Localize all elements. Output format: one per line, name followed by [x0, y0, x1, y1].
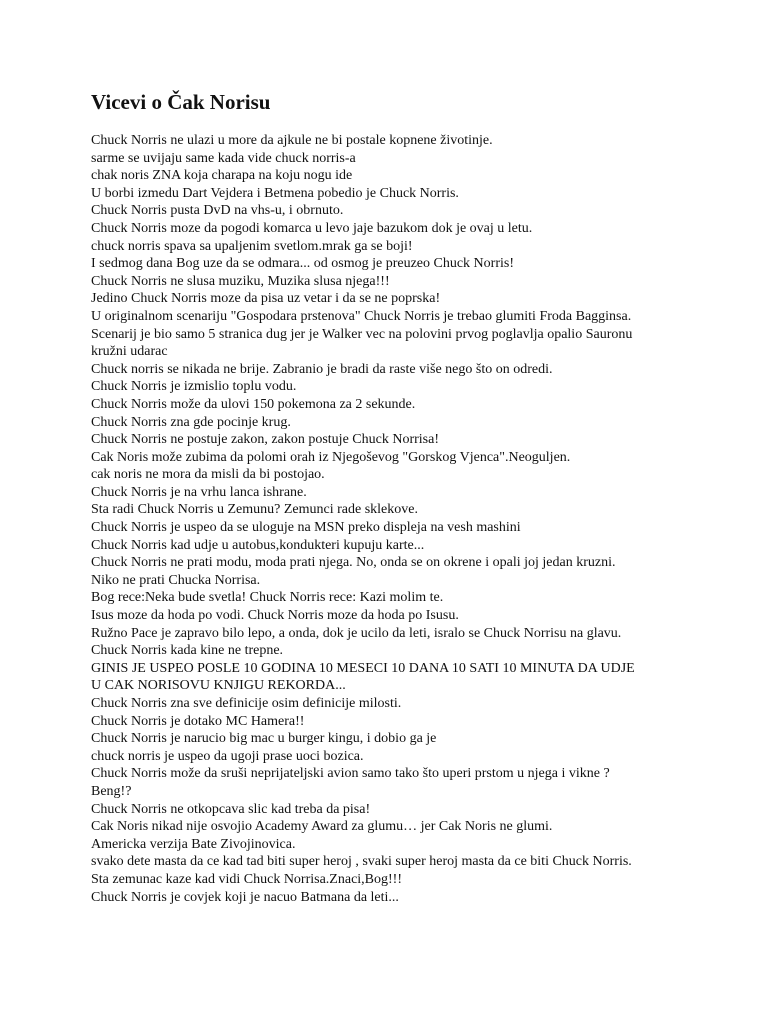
joke-line: Chuck Norris može da sruši neprijateljski avion samo tako što uperi prstom u njega i vikne ? [91, 766, 610, 782]
joke-line: Chuck Norris može da ulovi 150 pokemona za 2 sekunde. [91, 396, 416, 412]
joke-line: Chuck Norris zna sve definicije osim definicije milosti. [91, 696, 402, 711]
joke-line: Chuck Norris moze da pogodi komarca u levo jaje bazukom dok je ovaj u letu. [91, 220, 533, 236]
joke-line: Americka verzija Bate Zivojinovica. [91, 836, 296, 852]
joke-line: sarme se uvijaju same kada vide chuck norris-a [91, 150, 356, 166]
joke-line: Chuck Norris kada kine ne trepne. [91, 643, 284, 659]
joke-line: Chuck Norris je narucio big mac u burger kingu, i dobio ga je [91, 731, 437, 747]
joke-line: U originalnom scenariju "Gospodara prstenova" Chuck Norris je trebao glumiti Froda Bagginsa. [91, 308, 632, 324]
joke-line: Niko ne prati Chucka Norrisa. [91, 572, 261, 588]
joke-line: Isus moze da hoda po vodi. Chuck Norris moze da hoda po Isusu. [91, 608, 459, 624]
joke-line: Chuck Norris ne ulazi u more da ajkule ne bi postale kopnene životinje. [91, 133, 493, 148]
joke-line: Chuck Norris ne slusa muziku, Muzika slusa njega!!! [91, 273, 390, 289]
joke-line: U CAK NORISOVU KNJIGU REKORDA... [91, 678, 346, 694]
joke-line: Scenarij je bio samo 5 stranica dug jer je Walker vec na polovini prvog poglavlja opalio Sauronu [91, 326, 633, 342]
joke-line: chuck norris je uspeo da ugoji prase uoci bozica. [91, 748, 364, 764]
joke-line: U borbi izmedu Dart Vejdera i Betmena pobedio je Chuck Norris. [91, 185, 459, 201]
joke-line: chak noris ZNA koja charapa na koju nogu ide [91, 168, 353, 184]
joke-line: svako dete masta da ce kad tad biti super heroj , svaki super heroj masta da ce biti Chuck Norris. [91, 854, 632, 870]
joke-line: Sta zemunac kaze kad vidi Chuck Norrisa.Znaci,Bog!!! [91, 871, 403, 887]
joke-line: Chuck Norris je uspeo da se uloguje na MSN preko displeja na vesh mashini [91, 520, 521, 536]
joke-line: Chuck Norris je na vrhu lanca ishrane. [91, 484, 307, 500]
joke-line: Chuck Norris je covjek koji je nacuo Batmana da leti... [91, 889, 399, 905]
joke-line: chuck norris spava sa upaljenim svetlom.mrak ga se boji! [91, 238, 413, 254]
page-title: Vicevi o Čak Norisu [91, 90, 271, 114]
joke-line: Chuck norris se nikada ne brije. Zabranio je bradi da raste više nego što on odredi. [91, 361, 553, 377]
joke-line: kružni udarac [91, 344, 168, 360]
joke-line: Chuck Norris ne otkopcava slic kad treba da pisa! [91, 801, 371, 817]
joke-line: Sta radi Chuck Norris u Zemunu? Zemunci rade sklekove. [91, 502, 418, 518]
joke-line: I sedmog dana Bog uze da se odmara... od osmog je preuzeo Chuck Norris! [91, 256, 514, 272]
joke-line: Chuck Norris pusta DvD na vhs-u, i obrnuto. [91, 203, 344, 219]
joke-line: Chuck Norris zna gde pocinje krug. [91, 414, 291, 430]
joke-line: Ružno Pace je zapravo bilo lepo, a onda, dok je ucilo da leti, isralo se Chuck Norrisu na glavu. [91, 625, 622, 641]
joke-line: Jedino Chuck Norris moze da pisa uz vetar i da se ne poprska! [91, 291, 441, 307]
joke-line: Bog rece:Neka bude svetla! Chuck Norris rece: Kazi molim te. [91, 590, 444, 606]
joke-line: Cak Noris nikad nije osvojio Academy Award za glumu… jer Cak Noris ne glumi. [91, 819, 553, 835]
joke-line: GINIS JE USPEO POSLE 10 GODINA 10 MESECI 10 DANA 10 SATI 10 MINUTA DA UDJE [91, 660, 635, 676]
joke-line: cak noris ne mora da misli da bi postojao. [91, 467, 325, 483]
joke-line: Beng!? [91, 783, 132, 799]
joke-line: Cak Noris može zubima da polomi orah iz Njegoševog "Gorskog Vjenca".Neoguljen. [91, 449, 571, 465]
document-page [91, 88, 691, 906]
joke-line: Chuck Norris ne postuje zakon, zakon postuje Chuck Norrisa! [91, 432, 439, 448]
joke-line: Chuck Norris kad udje u autobus,kondukteri kupuju karte... [91, 537, 425, 553]
joke-line: Chuck Norris je dotako MC Hamera!! [91, 713, 305, 729]
joke-line: Chuck Norris je izmislio toplu vodu. [91, 379, 297, 395]
joke-list [91, 132, 691, 906]
joke-line: Chuck Norris ne prati modu, moda prati njega. No, onda se on okrene i opali joj jedan kruzni. [91, 555, 616, 571]
